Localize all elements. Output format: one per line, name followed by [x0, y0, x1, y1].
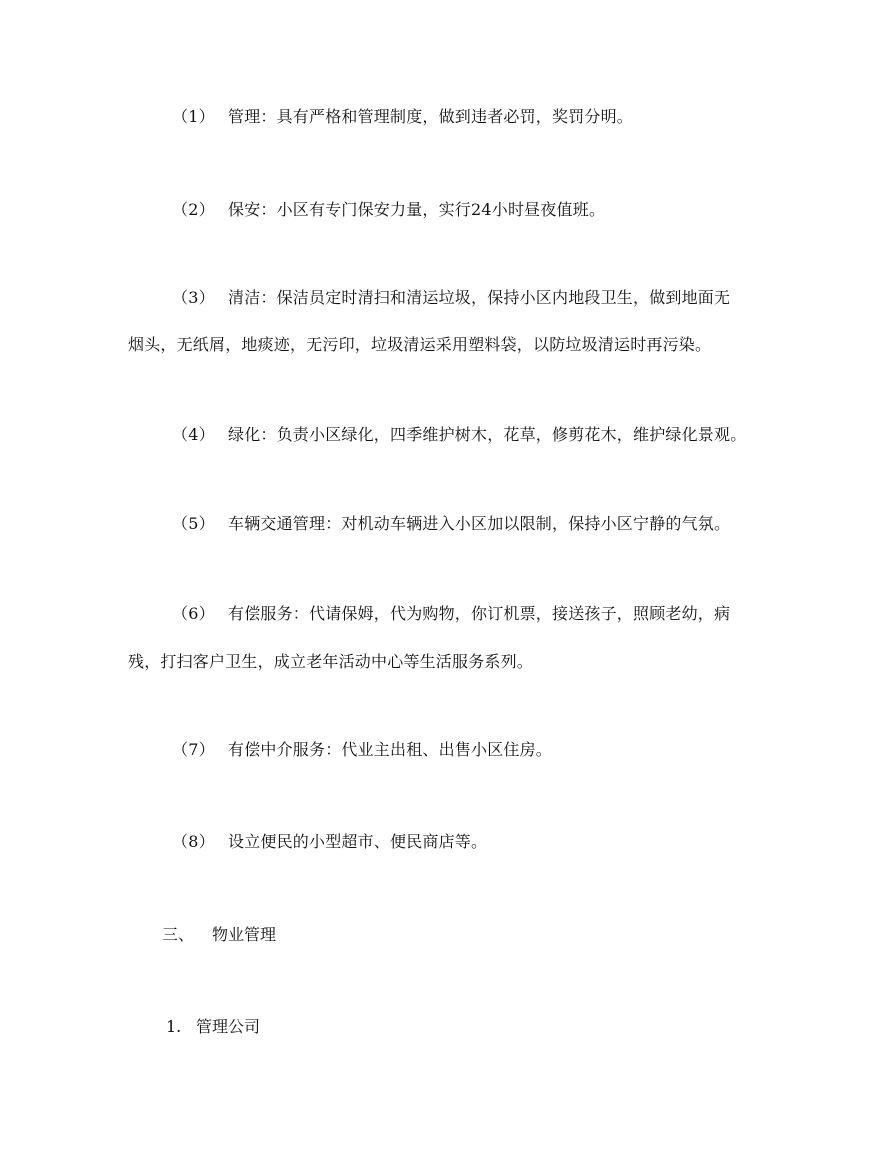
list-item [128, 507, 778, 541]
list-item [128, 825, 778, 859]
item-text: 有偿中介服务：代业主出租、出售小区住房。 [228, 740, 553, 759]
item-number: （6） [172, 604, 215, 623]
item-text: 车辆交通管理：对机动车辆进入小区加以限制，保持小区宁静的气氛。 [228, 514, 731, 533]
subsection-title: 管理公司 [196, 1017, 261, 1036]
section-title: 物业管理 [212, 925, 277, 944]
item-number: （7） [172, 740, 215, 759]
list-item [128, 100, 778, 134]
section-heading [162, 918, 276, 952]
list-item [128, 418, 778, 452]
list-item [128, 733, 778, 767]
item-number: （3） [172, 288, 215, 307]
subsection-number: 1. [166, 1017, 182, 1036]
item-text-continued: 烟头，无纸屑，地痰迹，无污印，垃圾清运采用塑料袋，以防垃圾清运时再污染。 [128, 335, 712, 354]
list-item [128, 597, 778, 631]
item-text: 清洁：保洁员定时清扫和清运垃圾，保持小区内地段卫生，做到地面无 [228, 288, 731, 307]
item-number: （8） [172, 832, 215, 851]
item-number: （2） [172, 200, 215, 219]
list-item [128, 193, 778, 227]
item-number: （5） [172, 514, 215, 533]
item-text: 保安：小区有专门保安力量，实行24小时昼夜值班。 [228, 200, 606, 219]
list-item-continuation [128, 328, 778, 362]
item-number: （1） [172, 107, 215, 126]
item-number: （4） [172, 425, 215, 444]
list-item-continuation [128, 645, 778, 679]
item-text: 绿化：负责小区绿化，四季维护树木，花草，修剪花木，维护绿化景观。 [228, 425, 747, 444]
list-item [128, 281, 778, 315]
item-text: 有偿服务：代请保姆，代为购物，你订机票，接送孩子，照顾老幼，病 [228, 604, 731, 623]
item-text-continued: 残，打扫客户卫生，成立老年活动中心等生活服务系列。 [128, 652, 534, 671]
subsection-heading [166, 1010, 260, 1044]
section-number: 三、 [162, 925, 195, 944]
item-text: 管理：具有严格和管理制度，做到违者必罚，奖罚分明。 [228, 107, 634, 126]
item-text: 设立便民的小型超市、便民商店等。 [228, 832, 488, 851]
